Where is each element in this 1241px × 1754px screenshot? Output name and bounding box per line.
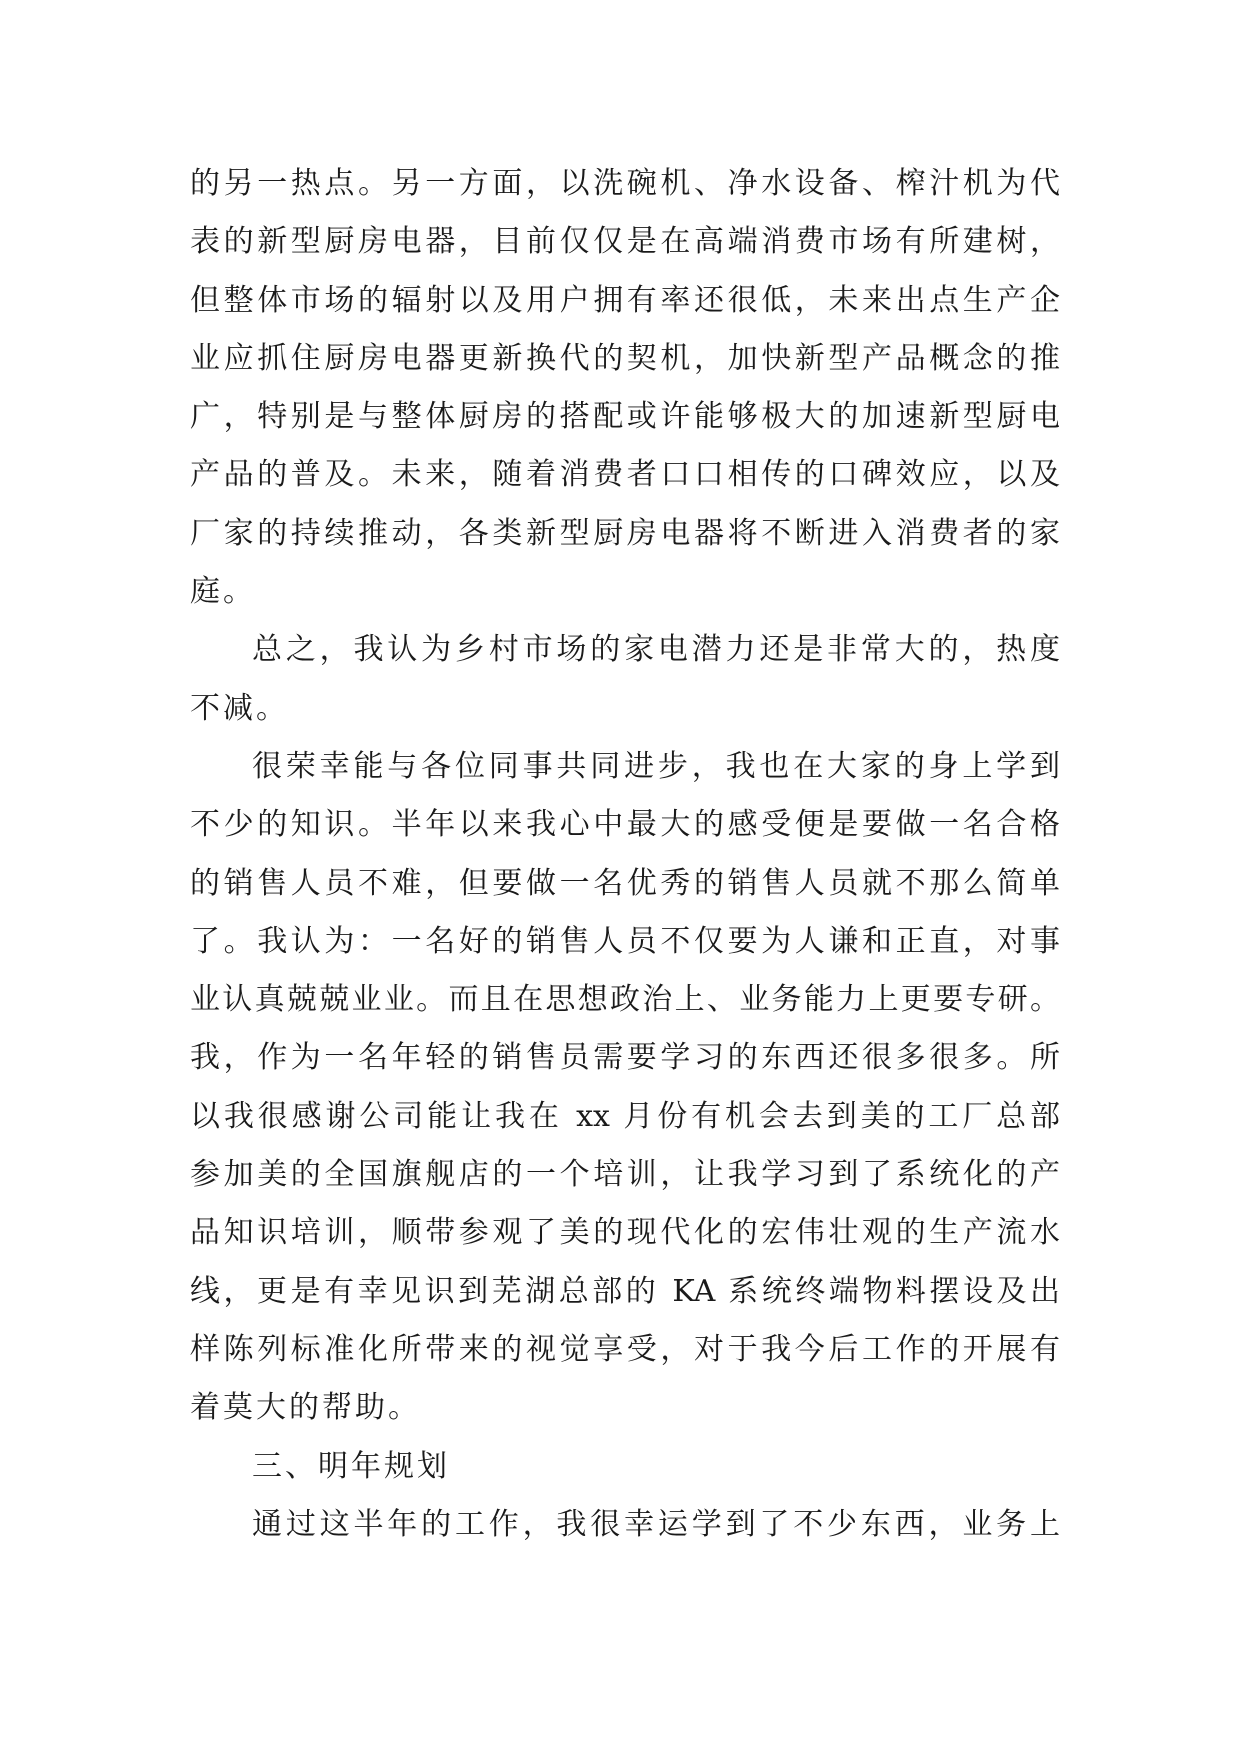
text-line: 产品的普及。未来，随着消费者口口相传的口碑效应，以及 xyxy=(190,457,1060,493)
text-line: 品知识培训，顺带参观了美的现代化的宏伟壮观的生产流水 xyxy=(190,1215,1060,1251)
text-line: 线，更是有幸见识到芜湖总部的 KA 系统终端物料摆设及出 xyxy=(190,1273,1060,1309)
text-line: 的销售人员不难，但要做一名优秀的销售人员就不那么简单 xyxy=(190,865,1060,901)
text-line: 样陈列标准化所带来的视觉享受，对于我今后工作的开展有 xyxy=(190,1331,1060,1367)
section-heading: 三、明年规划 xyxy=(252,1448,450,1484)
text-line: 不减。 xyxy=(190,690,289,726)
paragraph-first-line: 通过这半年的工作，我很幸运学到了不少东西，业务上 xyxy=(252,1506,1060,1542)
text-line: 但整体市场的辐射以及用户拥有率还很低，未来出点生产企 xyxy=(190,282,1060,318)
text-line: 以我很感谢公司能让我在 xx 月份有机会去到美的工厂总部 xyxy=(190,1098,1060,1134)
text-line: 业认真兢兢业业。而且在思想政治上、业务能力上更要专研。 xyxy=(190,982,1060,1018)
text-line: 了。我认为：一名好的销售人员不仅要为人谦和正直，对事 xyxy=(190,923,1060,959)
text-line: 厂家的持续推动，各类新型厨房电器将不断进入消费者的家 xyxy=(190,515,1060,551)
text-line: 庭。 xyxy=(190,574,256,610)
text-line: 参加美的全国旗舰店的一个培训，让我学习到了系统化的产 xyxy=(190,1157,1060,1193)
text-line: 着莫大的帮助。 xyxy=(190,1390,421,1426)
text-line: 表的新型厨房电器，目前仅仅是在高端消费市场有所建树， xyxy=(190,224,1060,260)
paragraph-first-line: 总之，我认为乡村市场的家电潜力还是非常大的，热度 xyxy=(252,632,1060,668)
text-line: 不少的知识。半年以来我心中最大的感受便是要做一名合格 xyxy=(190,807,1060,843)
document-body xyxy=(190,155,1060,1554)
text-line: 广，特别是与整体厨房的搭配或许能够极大的加速新型厨电 xyxy=(190,399,1060,435)
text-line: 我，作为一名年轻的销售员需要学习的东西还很多很多。所 xyxy=(190,1040,1060,1076)
text-line: 的另一热点。另一方面，以洗碗机、净水设备、榨汁机为代 xyxy=(190,166,1060,201)
paragraph-first-line: 很荣幸能与各位同事共同进步，我也在大家的身上学到 xyxy=(252,748,1060,784)
text-line: 业应抓住厨房电器更新换代的契机，加快新型产品概念的推 xyxy=(190,340,1060,376)
